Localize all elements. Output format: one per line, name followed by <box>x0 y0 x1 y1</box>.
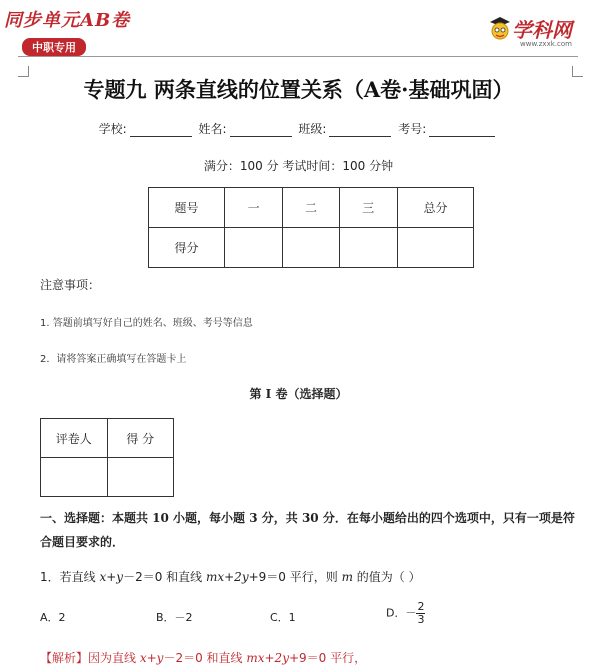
score-time-line: 满分：100 分 考试时间：100 分钟 <box>203 159 394 173</box>
question-text: +9＝0 平行，则 <box>248 570 342 584</box>
notice-item: 1. 答题前填写好自己的姓名、班级、考号等信息 <box>40 318 253 329</box>
analysis-text: －2＝0 和直线 <box>163 651 247 665</box>
option-d[interactable] <box>386 601 425 626</box>
notice-heading: 注意事项： <box>40 278 101 292</box>
grader-header: 得 分 <box>107 419 174 458</box>
header-rule <box>18 56 578 57</box>
analysis-line <box>40 649 366 666</box>
math-expression: x+y <box>139 651 164 665</box>
brand-series: 同步单元AB卷 <box>4 10 131 31</box>
math-expression: mx+2y <box>246 651 289 665</box>
score-table-header: 题号 <box>149 188 225 228</box>
question-1 <box>40 568 421 585</box>
score-table-header: 一 <box>225 188 283 228</box>
class-label: 班级: <box>298 122 327 136</box>
score-table-header: 三 <box>339 188 397 228</box>
name-label: 姓名: <box>198 122 227 136</box>
score-table-header: 二 <box>283 188 339 228</box>
section-title: 第 I 卷（选择题） <box>249 387 348 401</box>
option-b[interactable]: B．－2 <box>156 611 193 624</box>
score-cell[interactable] <box>283 228 339 268</box>
document-title: 专题九 两条直线的位置关系（A卷·基础巩固） <box>83 77 514 102</box>
score-cell[interactable] <box>397 228 473 268</box>
graduate-mascot-icon <box>488 14 512 44</box>
score-cell[interactable] <box>225 228 283 268</box>
score-table-header: 总分 <box>397 188 473 228</box>
option-a[interactable]: A．2 <box>40 611 66 624</box>
question-text: －2＝0 和直线 <box>123 570 206 584</box>
logo-text: 学科网 <box>512 18 572 42</box>
school-label: 学校: <box>98 122 127 136</box>
fraction-numerator: 2 <box>417 600 425 613</box>
brand-level: 中职专用 <box>22 38 86 56</box>
option-d-label: D．－ <box>386 606 417 620</box>
school-field[interactable] <box>130 124 192 137</box>
score-table <box>148 187 474 268</box>
fraction-denominator: 3 <box>417 613 425 626</box>
question-text: 若直线 <box>59 570 100 584</box>
analysis-tag: 【解析】 <box>40 651 89 665</box>
grader-cell[interactable] <box>107 458 174 497</box>
analysis-text: 因为直线 <box>88 651 140 665</box>
logo-url: www.zxxk.com <box>520 40 572 48</box>
score-cell[interactable] <box>339 228 397 268</box>
math-variable: m <box>341 570 353 584</box>
question-number: 1． <box>40 570 60 584</box>
number-field[interactable] <box>429 124 495 137</box>
class-field[interactable] <box>329 124 391 137</box>
notice-item: 2．请将答案正确填写在答题卡上 <box>40 354 187 365</box>
grader-cell[interactable] <box>41 458 108 497</box>
question-text: 的值为（ ） <box>352 570 421 584</box>
option-c[interactable]: C．1 <box>270 611 296 624</box>
number-label: 考号: <box>398 122 427 136</box>
score-row-label: 得分 <box>149 228 225 268</box>
grader-table <box>40 418 174 497</box>
fraction <box>416 601 425 626</box>
name-field[interactable] <box>230 124 292 137</box>
student-info-line <box>0 120 597 137</box>
analysis-text: +9＝0 平行， <box>288 651 367 665</box>
grader-header: 评卷人 <box>41 419 108 458</box>
math-expression: mx+2y <box>205 570 249 584</box>
math-expression: x+y <box>99 570 124 584</box>
section-instruction: 一、选择题：本题共 10 小题，每小题 3 分，共 30 分．在每小题给出的四个选项中，只有一项是符合题目要求的． <box>40 511 575 549</box>
